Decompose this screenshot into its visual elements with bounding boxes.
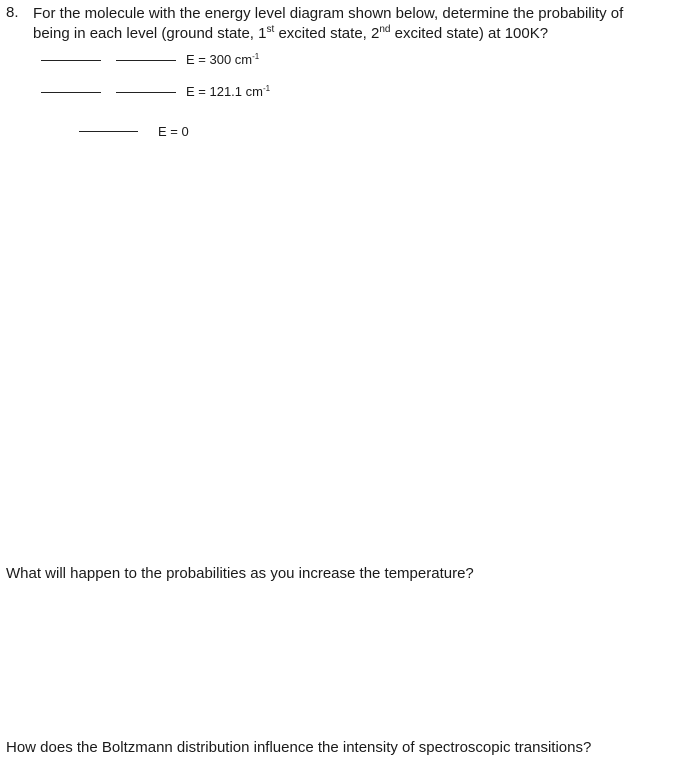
level-line-top-left (41, 60, 101, 61)
level-line-mid-left (41, 92, 101, 93)
level-line-mid-right (116, 92, 176, 93)
level-line-top-right (116, 60, 176, 61)
level-label-top-exponent: -1 (252, 52, 260, 61)
superscript-nd: nd (379, 24, 391, 35)
level-label-mid-exponent: -1 (262, 84, 271, 93)
level-label-top (186, 52, 259, 67)
level-label-mid-text: E = 121.1 cm (186, 84, 263, 99)
problem-line-2-suffix: excited state) at 100K? (390, 25, 549, 42)
problem-line-2 (33, 24, 698, 44)
question-temperature: What will happen to the probabilities as you increase the temperature? (6, 565, 474, 582)
problem-number: 8. (6, 4, 19, 21)
problem-line-1: For the molecule with the energy level diagram shown below, determine the probability of (33, 5, 624, 22)
superscript-st: st (266, 24, 275, 35)
problem-statement (33, 4, 698, 44)
level-line-ground (79, 131, 138, 132)
problem-line-2-mid: excited state, 2 (274, 25, 380, 42)
level-label-ground: E = 0 (158, 124, 189, 139)
level-label-top-text: E = 300 cm (186, 52, 253, 67)
problem-line-2-prefix: being in each level (ground state, 1 (33, 25, 267, 42)
question-boltzmann: How does the Boltzmann distribution influence the intensity of spectroscopic transitions? (6, 739, 592, 756)
level-label-mid (186, 84, 270, 99)
